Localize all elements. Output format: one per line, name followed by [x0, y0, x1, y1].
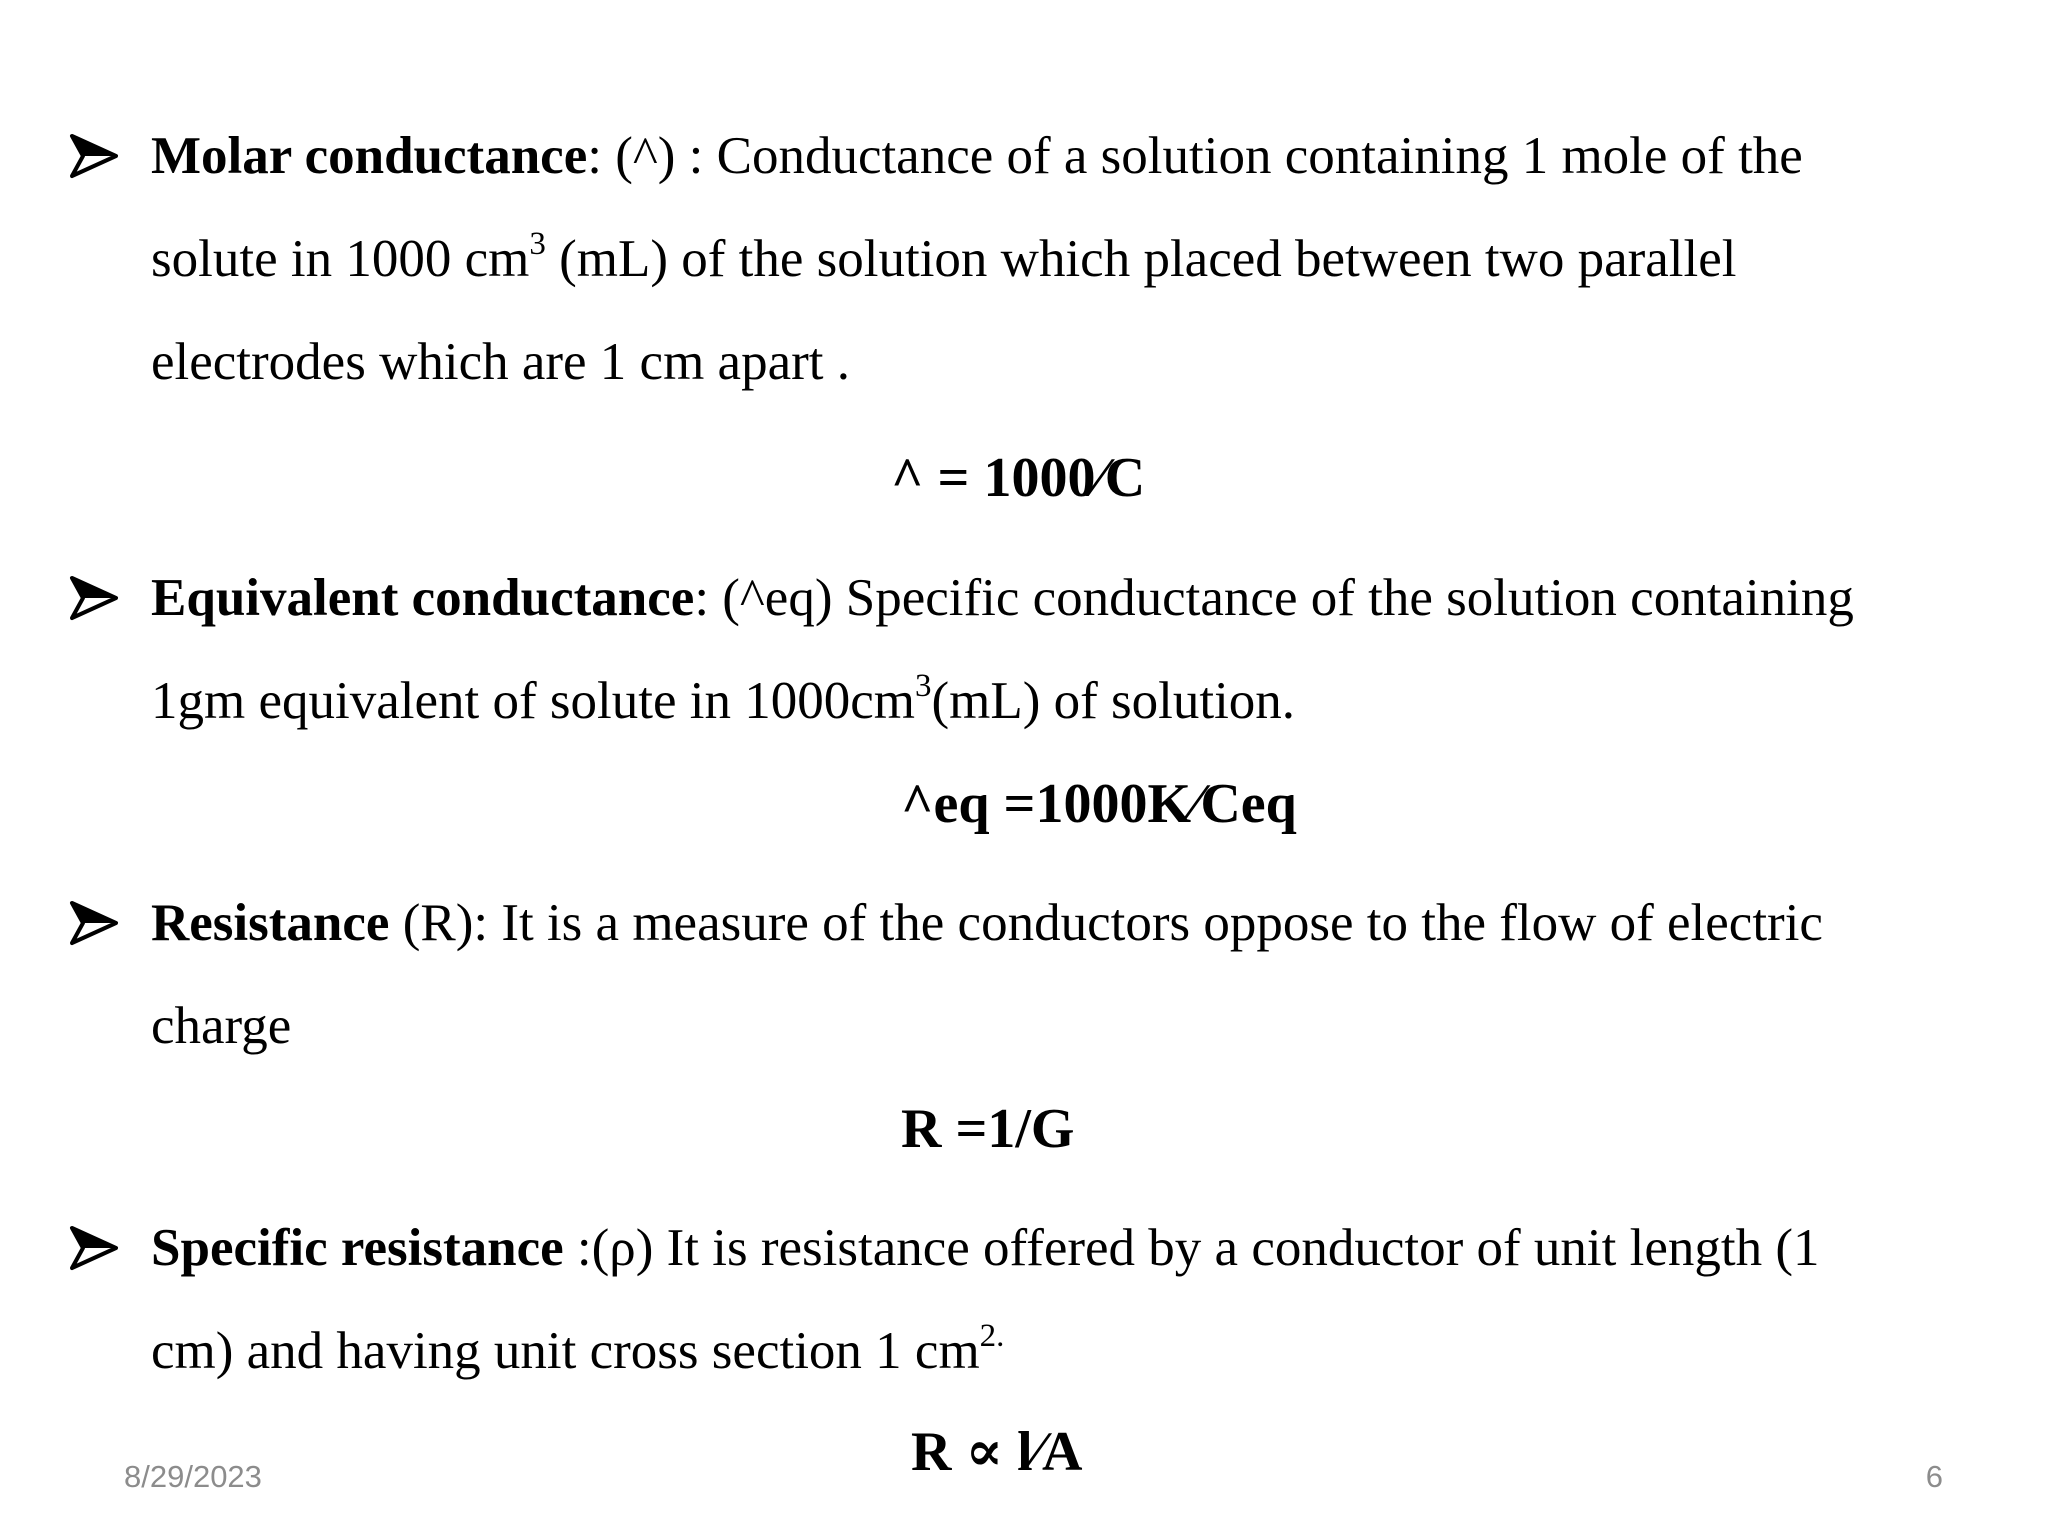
arrow-bullet-icon	[68, 132, 120, 180]
molar-conductance-line-1: Molar conductance: (^) : Conductance of a solution containing 1 mole of the	[151, 127, 1803, 185]
arrow-bullet-icon	[68, 574, 120, 622]
specific-resistance-line-1: Specific resistance :(ρ) It is resistance offered by a conductor of unit length (1	[151, 1219, 1820, 1277]
footer-date: 8/29/2023	[124, 1459, 262, 1494]
equivalent-conductance-formula: ^eq =1000K⁄Ceq	[901, 773, 1297, 835]
resistance-formula: R =1/G	[901, 1098, 1075, 1160]
arrow-bullet-icon	[68, 1224, 120, 1272]
resistance-line-1: Resistance (R): It is a measure of the conductors oppose to the flow of electric	[151, 894, 1823, 952]
molar-conductance-line-2: solute in 1000 $cm^3$ (mL) of the solution which placed between two parallel	[151, 226, 1737, 288]
page-number: 6	[1925, 1459, 1943, 1494]
molar-conductance-formula: ^ = 1000⁄C	[891, 447, 1146, 509]
equivalent-conductance-line-1: Equivalent conductance: (^eq) Specific conductance of the solution containing	[151, 569, 1854, 627]
equivalent-conductance-line-2: 1gm equivalent of solute in $1000cm^3(mL)$ of solution.	[151, 668, 1296, 730]
term-equivalent-conductance: Equivalent conductance	[151, 569, 695, 627]
term-molar-conductance: Molar conductance	[151, 127, 588, 185]
specific-resistance-formula: R ∝ l⁄A	[911, 1421, 1083, 1483]
specific-resistance-line-2: cm) and having unit cross section 1 $cm^{2.}$	[151, 1318, 1005, 1380]
term-resistance: Resistance	[151, 894, 390, 952]
resistance-line-2: charge	[151, 997, 292, 1055]
molar-conductance-line-3: electrodes which are 1 cm apart .	[151, 333, 850, 391]
term-specific-resistance: Specific resistance	[151, 1219, 564, 1277]
arrow-bullet-icon	[68, 899, 120, 947]
